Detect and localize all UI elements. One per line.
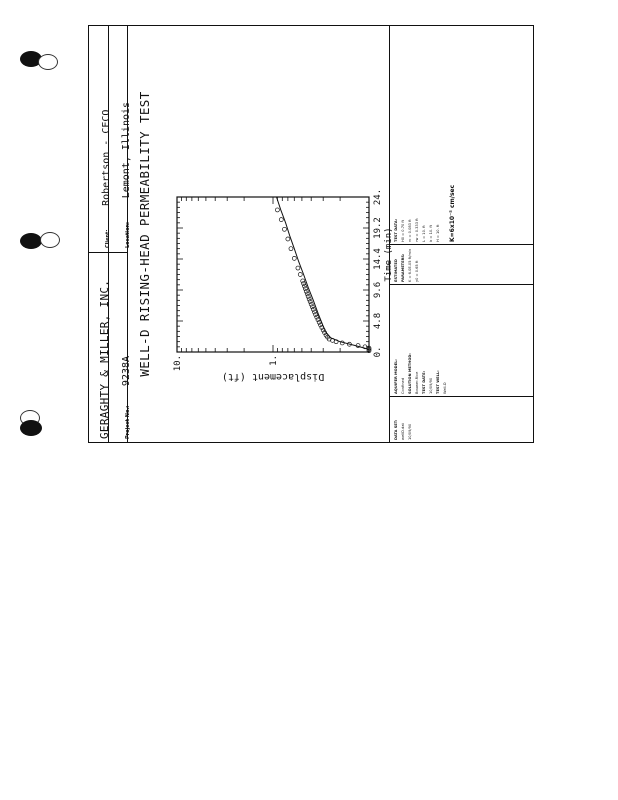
data-point [286,237,290,241]
data-point [304,289,308,293]
test-data-line: H0 = 0.70 ft [401,219,405,242]
y-tick-label: 1. [269,355,279,366]
data-point [310,305,314,309]
data-set-label: DATA SET: [394,419,398,440]
x-tick-label: 4.8 [373,312,383,330]
data-point [302,284,306,288]
test-data-label: TEST DATA: [394,218,398,242]
test-data-line: rc = 0.083 ft [408,219,412,242]
info-panel [389,26,533,442]
solution-value: Bouwer-Rice [415,371,419,394]
location-value: Lemont, Illinois [121,101,132,199]
estimated-label: ESTIMATED PARAMETERS: [394,253,405,282]
aquifer-model-value: Confined [401,377,405,394]
test-data-line: b = 10. ft [429,224,433,242]
data-point [306,294,310,298]
solution-label: SOLUTION METHOD: [408,353,412,394]
test-well-value: Well-D [443,382,447,394]
data-point [307,297,311,301]
x-tick-label: 24. [373,188,383,206]
info-col-data-set [390,396,533,442]
data-point [275,208,279,212]
data-point [312,310,316,314]
test-data-line: rw = 0.333 ft [415,218,419,242]
data-point [311,307,315,311]
info-col-test-data [390,26,533,244]
data-point [301,279,305,283]
data-point [289,247,293,251]
displacement-time-plot [89,142,394,442]
rotated-report-sheet [88,25,534,443]
data-point [292,256,296,260]
data-set-line: wellD.dat [401,423,405,440]
project-label: Project No.: [125,405,131,439]
client-label: Client: [105,229,111,248]
project-value: 9238A [121,355,132,387]
plot-frame [177,197,369,352]
x-tick-label: 14.4 [373,248,383,270]
binder-hole [40,232,60,248]
k-note: K=6x10⁻⁵ cm/sec [449,184,456,242]
data-point [305,292,309,296]
y-tick-label: 10. [173,355,183,372]
info-col-model [390,284,533,396]
test-well-label: TEST WELL: [436,370,440,394]
x-axis-label: Time (min) [384,227,394,282]
data-point [303,287,307,291]
y-axis-label: Displacement (ft) [221,371,325,382]
data-point [302,282,306,286]
x-tick-label: 9.6 [373,281,383,299]
test-date-value: 10/09/90 [429,377,433,394]
test-date-label: TEST DATE: [422,370,426,394]
x-tick-label: 0. [373,346,383,358]
data-point [282,227,286,231]
data-point [308,300,312,304]
location-label: Location: [125,221,131,248]
chart-title: WELL-D RISING-HEAD PERMEABILITY TEST [137,91,152,377]
estimated-line: y0 = 0.65 ft [415,260,419,282]
info-col-estimated [390,244,533,284]
data-point [296,266,300,270]
data-point [298,273,302,277]
data-set-line: 10/09/90 [408,423,412,440]
estimated-line: K = 6.0E-05 ft/min [408,248,412,282]
test-data-line: L = 10. ft [422,225,426,242]
test-data-line: H = 10. ft [436,224,440,242]
data-point [309,302,313,306]
x-tick-label: 19.2 [373,217,383,239]
plot-marks [275,197,371,353]
binder-hole [20,233,42,249]
company-name: GERAGHTY & MILLER, INC. [98,279,111,439]
data-point [279,218,283,222]
fit-line [277,197,370,349]
client-value: Robertson - CECO [101,109,112,206]
binder-hole [38,54,58,70]
binder-hole [20,420,42,436]
aquifer-model-label: AQUIFER MODEL: [394,359,398,394]
